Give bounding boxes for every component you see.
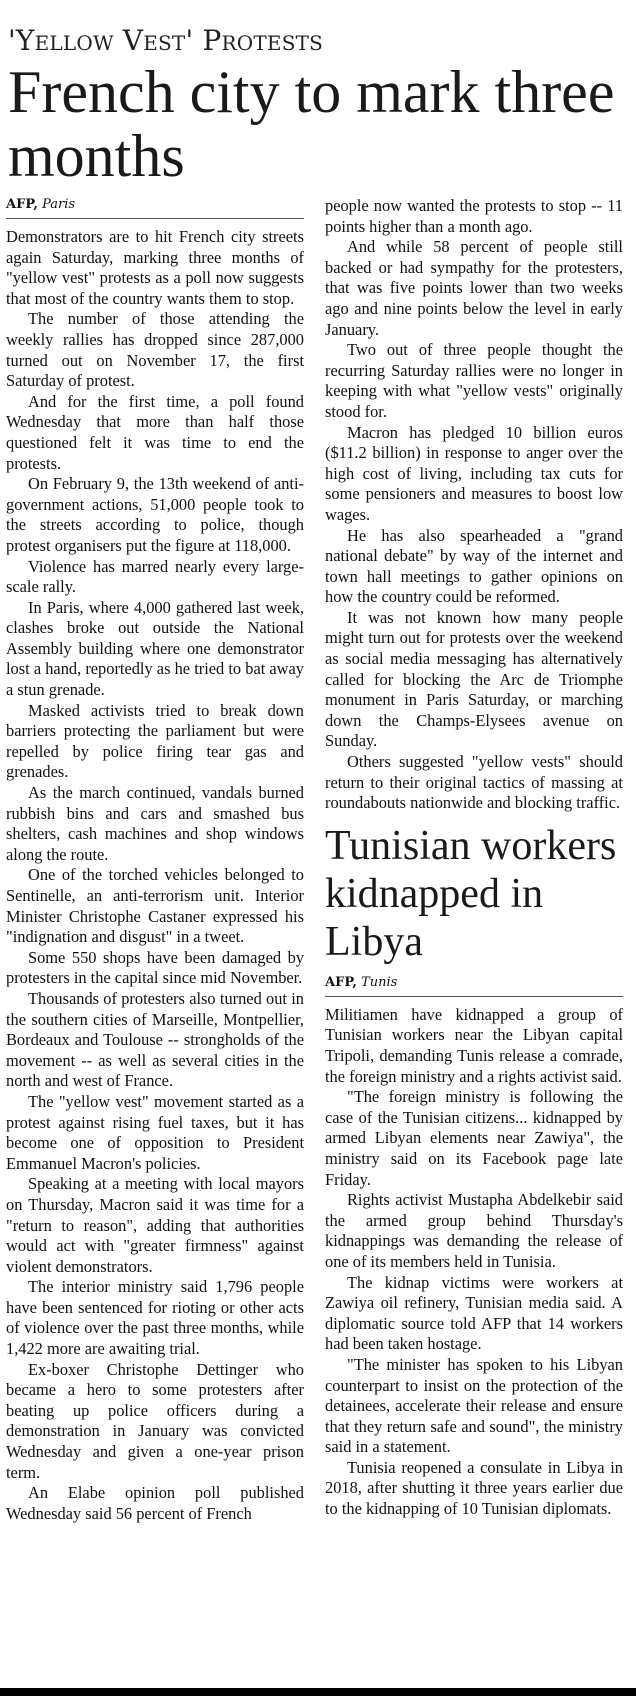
byline	[6, 196, 304, 219]
body-paragraph: Ex-boxer Christophe Dettinger who became a hero to some protesters after beating up police officers during a demonstration in January was convicted Wednesday and given a one-year prison term.	[6, 1359, 304, 1482]
byline-place: Tunis	[361, 974, 398, 990]
body-paragraph: Speaking at a meeting with local mayors on Thursday, Macron said it was time for a "return to reason", adding that authorities would act with "greater firmness" against violent demonstrators.	[6, 1174, 304, 1276]
body-paragraph: An Elabe opinion poll published Wednesday said 56 percent of French	[6, 1483, 304, 1523]
byline-agency: AFP,	[6, 197, 38, 212]
body-paragraph: Some 550 shops have been damaged by protesters in the capital since mid November.	[6, 947, 304, 988]
body-paragraph: The number of those attending the weekly rallies has dropped since 287,000 turned out on November 17, the first Saturday of protest.	[6, 309, 304, 391]
body-paragraph: The interior ministry said 1,796 people have been sentenced for rioting or other acts of violence over the past three months, while 1,422 more are awaiting trial.	[6, 1277, 304, 1359]
body-paragraph: Thousands of protesters also turned out in the southern cities of Marseille, Montpellier, Bordeaux and Toulouse -- strongholds of the movement -- as well as several cities in the north and west of France.	[6, 988, 304, 1091]
right-column	[325, 196, 623, 1520]
body-paragraph: As the march continued, vandals burned rubbish bins and cars and smashed bus shelters, cash machines and shop windows along the route.	[6, 783, 304, 864]
body-paragraph: Demonstrators are to hit French city streets again Saturday, marking three months of "yellow vest" protests as a poll now suggests that most of the country wants them to stop.	[6, 227, 304, 308]
body-paragraph: On February 9, the 13th weekend of anti-government actions, 51,000 people took to the streets according to police, though protest organisers put the figure at 118,000.	[6, 474, 304, 555]
left-column	[6, 196, 304, 1524]
body-paragraph: The "yellow vest" movement started as a protest against rising fuel taxes, but it has become one of opposition to President Emmanuel Macron's policies.	[6, 1091, 304, 1173]
article-headline: French city to mark three months	[8, 59, 615, 189]
article-kicker: 'Yellow Vest' Protests	[8, 24, 324, 57]
body-paragraph: He has also spearheaded a "grand national debate" by way of the internet and town hall meetings to gather opinions on how the country could be reformed.	[325, 525, 623, 607]
body-paragraph: Violence has marred nearly every large-scale rally.	[6, 556, 304, 597]
body-paragraph: "The foreign ministry is following the case of the Tunisian citizens... kidnapped by armed Libyan elements near Zawiya", the ministry said on its Facebook page late Friday.	[325, 1087, 623, 1189]
second-article-headline: Tunisian workers kidnapped in Libya	[325, 822, 617, 965]
body-paragraph: Tunisia reopened a consulate in Libya in 2018, after shutting it three years earlier due to the kidnapping of 10 Tunisian diplomats.	[325, 1457, 623, 1519]
body-paragraph: Others suggested "yellow vests" should return to their original tactics of massing at roundabouts nationwide and blocking traffic.	[325, 752, 623, 813]
byline-place: Paris	[42, 197, 76, 212]
bottom-rule	[0, 1688, 636, 1696]
body-paragraph: And for the first time, a poll found Wednesday that more than half those questioned felt it was time to end the protests.	[6, 391, 304, 473]
body-paragraph: "The minister has spoken to his Libyan counterpart to insist on the protection of the detainees, accelerate their release and ensure that they return safe and sound", the ministry said in a statement.	[325, 1354, 623, 1457]
body-paragraph: And while 58 percent of people still backed or had sympathy for the protesters, that was five points lower than two weeks ago and nine points below the level in early January.	[325, 237, 623, 339]
second-byline	[325, 974, 623, 997]
body-paragraph: Militiamen have kidnapped a group of Tunisian workers near the Libyan capital Tripoli, demanding Tunis release a comrade, the foreign ministry and a rights activist said.	[325, 1004, 623, 1086]
body-paragraph: Rights activist Mustapha Abdelkebir said the armed group behind Thursday's kidnappings was demanding the release of one of its members held in Tunisia.	[325, 1190, 623, 1271]
body-paragraph: Macron has pledged 10 billion euros ($11.2 billion) in response to anger over the high cost of living, including tax cuts for some pensioners and measures to boost low wages.	[325, 422, 623, 524]
body-paragraph: The kidnap victims were workers at Zawiya oil refinery, Tunisian media said. A diplomatic source told AFP that 14 workers had been taken hostage.	[325, 1272, 623, 1354]
body-paragraph: It was not known how many people might turn out for protests over the weekend as social media messaging has alternatively called for blocking the Arc de Triomphe monument in Paris Saturday, or marching down the Champs-Elysees avenue on Sunday.	[325, 607, 623, 751]
body-paragraph: One of the torched vehicles belonged to Sentinelle, an anti-terrorism unit. Interior Minister Christophe Castaner expressed his "indignation and disgust" in a tweet.	[6, 865, 304, 947]
body-paragraph: people now wanted the protests to stop -- 11 points higher than a month ago.	[325, 196, 623, 236]
body-paragraph: Two out of three people thought the recurring Saturday rallies were no longer in keeping with what "yellow vests" originally stood for.	[325, 340, 623, 421]
body-paragraph: Masked activists tried to break down barriers protecting the parliament but were repelled by police firing tear gas and grenades.	[6, 700, 304, 782]
byline-agency: AFP,	[325, 974, 357, 990]
body-paragraph: In Paris, where 4,000 gathered last week, clashes broke out outside the National Assembly building where one demonstrator lost a hand, reportedly as he tried to bat away a stun grenade.	[6, 597, 304, 700]
